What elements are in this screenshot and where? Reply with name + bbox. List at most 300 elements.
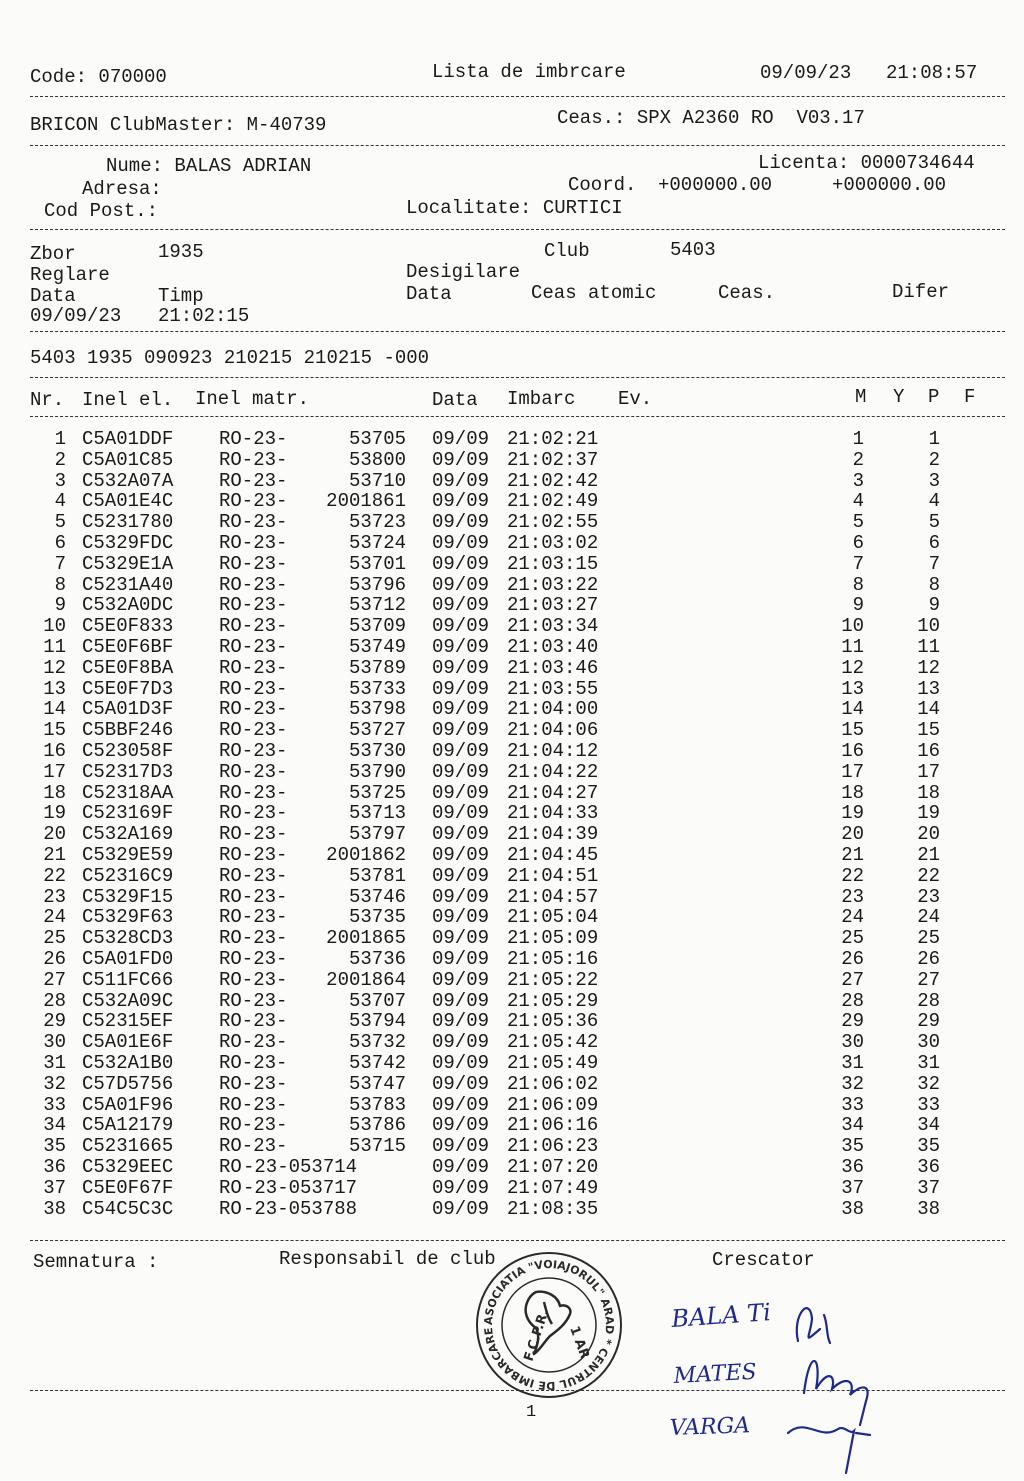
position-p: 2 [928,448,940,471]
electronic-ring: C5231A40 [82,573,174,596]
electronic-ring: C532A07A [82,469,174,492]
boarding-time: 21:03:15 [507,552,599,575]
boarding-time: 21:04:57 [507,885,599,908]
signature-scribble-3 [788,1427,870,1473]
coord-label: Coord. [568,174,637,196]
ring-prefix: RO-23- [219,885,288,908]
boarding-date: 09/09 [432,864,490,887]
electronic-ring: C5A01E4C [82,490,174,513]
table-row [0,658,1024,679]
col-date: Data [432,389,478,411]
ring-number: 53735 [348,906,406,929]
electronic-ring: C54C5C3C [82,1197,174,1220]
position-m: 18 [841,781,864,804]
electronic-ring: C5329F63 [82,906,174,929]
row-number: 7 [54,552,66,575]
table-row [0,616,1024,637]
club-responsible-label: Responsabil de club [279,1248,496,1270]
coord-y: +000000.00 [832,174,947,196]
boarding-time: 21:05:42 [507,1031,599,1054]
ring-prefix: RO-23- [219,615,288,638]
position-m: 36 [841,1156,864,1178]
handwritten-signatures [660,1285,900,1481]
row-number: 29 [43,1010,66,1033]
table-row [0,783,1024,804]
position-p: 30 [917,1031,940,1054]
position-p: 8 [928,573,940,596]
position-p: 14 [917,698,940,721]
electronic-ring: C5A01DDF [82,428,174,450]
position-p: 20 [917,823,940,846]
ring-number: 53701 [348,552,406,575]
row-number: 36 [43,1156,66,1178]
boarding-time: 21:07:49 [507,1176,599,1199]
boarding-time: 21:05:16 [507,948,599,970]
boarding-date: 09/09 [432,1197,490,1220]
boarding-time: 21:05:09 [507,927,599,950]
boarding-time: 21:05:49 [507,1052,599,1074]
electronic-ring: C5E0F7D3 [82,677,174,700]
boarding-time: 21:02:49 [507,490,599,513]
boarding-date: 09/09 [432,823,490,846]
row-number: 6 [54,532,66,554]
position-m: 25 [841,927,864,950]
position-p: 34 [917,1114,940,1137]
table-row [0,762,1024,783]
ring-number: 53794 [348,1010,406,1033]
signature-1: BALA Ti [670,1298,772,1333]
row-number: 35 [43,1135,66,1158]
position-p: 16 [917,740,940,762]
position-p: 26 [917,948,940,970]
position-p: 13 [917,677,940,700]
ring-number: 53707 [348,989,406,1012]
row-number: 37 [43,1176,66,1199]
boarding-time: 21:04:27 [507,781,599,804]
position-p: 1 [928,428,940,450]
ring-number: 53709 [348,615,406,638]
ring-prefix: RO-23- [219,490,288,513]
table-row [0,803,1024,824]
boarding-time: 21:03:27 [507,594,599,617]
ring-number: 53749 [348,636,406,658]
position-p: 17 [917,760,940,783]
boarding-date: 09/09 [432,906,490,929]
ring-prefix: RO-23- [219,1114,288,1137]
table-row [0,512,1024,533]
ring-number: 53724 [348,532,406,554]
boarding-date: 09/09 [432,927,490,950]
row-number: 38 [43,1197,66,1220]
electronic-ring: C5E0F67F [82,1176,174,1199]
col-p: P [928,386,940,408]
position-m: 15 [841,719,864,742]
position-p: 4 [928,490,940,513]
flight-number: 1935 [158,241,204,263]
table-row [0,991,1024,1012]
row-number: 27 [43,968,66,991]
position-p: 33 [917,1093,940,1116]
electronic-ring: C5329E59 [82,844,174,866]
ring-prefix: RO-23- [219,511,288,534]
position-m: 4 [852,490,864,513]
position-p: 25 [917,927,940,950]
ring-prefix: RO-23- [219,906,288,929]
electronic-ring: C532A0DC [82,594,174,617]
ring-prefix: RO-23- [219,1052,288,1074]
position-m: 28 [841,989,864,1012]
time-label: Timp [158,285,204,307]
position-p: 5 [928,511,940,534]
boarding-date: 09/09 [432,573,490,596]
position-m: 22 [841,864,864,887]
table-row [0,1199,1024,1220]
breeder-label: Crescator [712,1249,815,1271]
ring-prefix: RO-23- [219,594,288,617]
ring-number: 53746 [348,885,406,908]
row-number: 11 [43,636,66,658]
boarding-date: 09/09 [432,1052,490,1074]
setting-label: Reglare [30,264,110,286]
position-m: 1 [852,428,864,450]
electronic-ring: C5E0F833 [82,615,174,638]
ring-prefix: RO-23- [219,740,288,762]
ring-number: 53733 [348,677,406,700]
boarding-time: 21:05:36 [507,1010,599,1033]
position-p: 15 [917,719,940,742]
ring-prefix: RO-23- [219,1135,288,1158]
ring-number: 53705 [348,428,406,450]
table-row [0,575,1024,596]
divider [30,145,1005,146]
boarding-time: 21:05:04 [507,906,599,929]
table-row [0,970,1024,991]
table-row [0,491,1024,512]
table-row [0,554,1024,575]
position-p: 7 [928,552,940,575]
position-p: 6 [928,532,940,554]
position-p: 38 [917,1197,940,1220]
table-row [0,1178,1024,1199]
ring-number: 53790 [348,760,406,783]
stamp-side-text: 1 AR [566,1324,592,1361]
row-number: 31 [43,1052,66,1074]
position-m: 35 [841,1135,864,1158]
electronic-ring: C5328CD3 [82,927,174,950]
position-m: 26 [841,948,864,970]
signature-3: VARGA [669,1413,751,1441]
table-row [0,1011,1024,1032]
position-p: 32 [917,1072,940,1095]
club-stamp [474,1250,624,1400]
club-label: Club [544,240,590,262]
electronic-ring: C5329EEC [82,1156,174,1178]
clock-label: Ceas. [718,282,776,304]
table-row [0,533,1024,554]
row-number: 26 [43,948,66,970]
boarding-time: 21:06:16 [507,1114,599,1137]
boarding-date: 09/09 [432,1010,490,1033]
ring-number: 53783 [348,1093,406,1116]
ring-number: 53736 [348,948,406,970]
electronic-ring: C52315EF [82,1010,174,1033]
row-number: 21 [43,844,66,866]
electronic-ring: C5A01D3F [82,698,174,721]
boarding-time: 21:03:22 [507,573,599,596]
boarding-date: 09/09 [432,490,490,513]
table-row [0,720,1024,741]
ring-prefix: RO-23- [219,469,288,492]
boarding-date: 09/09 [432,428,490,450]
atomic-clock-label: Ceas atomic [531,282,657,304]
boarding-date: 09/09 [432,469,490,492]
ring-number: 53789 [348,656,406,679]
boarding-time: 21:08:35 [507,1197,599,1220]
position-p: 27 [917,968,940,991]
col-f: F [964,386,976,408]
ring-number: 53798 [348,698,406,721]
boarding-time: 21:04:45 [507,844,599,866]
row-number: 17 [43,760,66,783]
position-m: 29 [841,1010,864,1033]
unseal-label: Desigilare [406,261,521,283]
boarding-date: 09/09 [432,885,490,908]
print-time: 21:08:57 [886,62,978,84]
row-number: 20 [43,823,66,846]
row-number: 23 [43,885,66,908]
electronic-ring: C532A169 [82,823,174,846]
boarding-date: 09/09 [432,1031,490,1054]
boarding-time: 21:03:46 [507,656,599,679]
ring-prefix: RO [219,1197,242,1220]
electronic-ring: C5329E1A [82,552,174,575]
ring-prefix: RO-23- [219,781,288,804]
electronic-ring: C5E0F6BF [82,636,174,658]
code-label: Code: 070000 [30,66,167,88]
position-m: 34 [841,1114,864,1137]
clubmaster-id: BRICON ClubMaster: M-40739 [30,114,327,136]
position-m: 27 [841,968,864,991]
row-number: 1 [54,428,66,450]
position-m: 9 [852,594,864,617]
electronic-ring: C5A01FD0 [82,948,174,970]
print-date: 09/09/23 [760,62,852,84]
ring-number: 53797 [348,823,406,846]
boarding-date: 09/09 [432,948,490,970]
position-p: 35 [917,1135,940,1158]
boarding-date: 09/09 [432,989,490,1012]
ring-prefix: RO-23- [219,428,288,450]
boarding-date: 09/09 [432,1114,490,1137]
boarding-date: 09/09 [432,636,490,658]
position-m: 33 [841,1093,864,1116]
ring-number: 2001865 [326,927,406,950]
table-row [0,1136,1024,1157]
license-number: Licenta: 0000734644 [758,152,975,174]
table-row [0,1074,1024,1095]
position-m: 8 [852,573,864,596]
stamp-ring-text: ASOCIATIA "VOIAJORUL" ARAD * CENTRUL DE IMBARCARE [481,1257,617,1393]
position-m: 7 [852,552,864,575]
ring-prefix: RO-23- [219,573,288,596]
ring-number: 53786 [348,1114,406,1137]
position-m: 37 [841,1176,864,1199]
locality: Localitate: CURTICI [406,197,623,219]
boarding-date: 09/09 [432,511,490,534]
table-row [0,595,1024,616]
position-m: 38 [841,1197,864,1220]
difference-label: Difer [892,281,950,303]
row-number: 5 [54,511,66,534]
boarding-time: 21:04:51 [507,864,599,887]
electronic-ring: C5E0F8BA [82,656,174,679]
position-m: 11 [841,636,864,658]
boarding-date: 09/09 [432,1156,490,1178]
postal-code-label: Cod Post.: [44,200,159,222]
table-row [0,1032,1024,1053]
boarding-date: 09/09 [432,1072,490,1095]
table-row [0,429,1024,450]
unseal-date-label: Data [406,283,452,305]
address-label: Adresa: [82,178,162,200]
boarding-time: 21:06:02 [507,1072,599,1095]
row-number: 4 [54,490,66,513]
boarding-time: 21:04:00 [507,698,599,721]
ring-prefix: RO-23- [219,1010,288,1033]
position-m: 13 [841,677,864,700]
divider [30,1240,1005,1241]
row-number: 16 [43,740,66,762]
position-p: 37 [917,1176,940,1199]
table-row [0,679,1024,700]
boarding-date: 09/09 [432,1176,490,1199]
position-p: 28 [917,989,940,1012]
ring-prefix: RO-23- [219,802,288,825]
row-number: 19 [43,802,66,825]
page-number: 1 [526,1403,537,1422]
col-nr: Nr. [30,389,65,411]
ring-prefix: RO-23- [219,636,288,658]
signature-2: MATES [673,1359,758,1389]
ring-prefix: RO-23- [219,1093,288,1116]
row-number: 22 [43,864,66,887]
electronic-ring: C5231665 [82,1135,174,1158]
row-number: 24 [43,906,66,929]
table-row [0,741,1024,762]
boarding-date: 09/09 [432,594,490,617]
boarding-date: 09/09 [432,760,490,783]
boarding-time: 21:07:20 [507,1156,599,1178]
summary-code-line: 5403 1935 090923 210215 210215 -000 [30,347,430,369]
boarding-date: 09/09 [432,1093,490,1116]
ring-number: 53710 [348,469,406,492]
boarding-time: 21:03:55 [507,677,599,700]
ring-number: 53725 [348,781,406,804]
electronic-ring: C5A12179 [82,1114,174,1137]
position-p: 29 [917,1010,940,1033]
clock-id: Ceas.: SPX A2360 RO V03.17 [557,107,865,129]
table-row [0,1157,1024,1178]
owner-name: Nume: BALAS ADRIAN [106,155,312,177]
ring-prefix: RO-23- [219,760,288,783]
ring-prefix: RO-23- [219,927,288,950]
position-p: 11 [917,636,940,658]
row-number: 32 [43,1072,66,1095]
boarding-time: 21:05:22 [507,968,599,991]
position-m: 20 [841,823,864,846]
position-p: 9 [928,594,940,617]
col-boarding: Imbarc [507,388,576,410]
position-p: 21 [917,844,940,866]
boarding-time: 21:03:34 [507,615,599,638]
table-row [0,637,1024,658]
ring-number: 53715 [348,1135,406,1158]
position-p: 12 [917,656,940,679]
col-y: Y [893,386,905,408]
position-p: 36 [917,1156,940,1178]
ring-number: 2001862 [326,844,406,866]
setting-date: 09/09/23 [30,305,122,327]
ring-prefix: RO-23- [219,698,288,721]
boarding-date: 09/09 [432,802,490,825]
divider [30,416,1005,417]
boarding-date: 09/09 [432,532,490,554]
position-m: 23 [841,885,864,908]
boarding-time: 21:04:22 [507,760,599,783]
col-matriculation-ring: Inel matr. [195,388,310,410]
ring-number: -23-053714 [243,1156,358,1178]
stamp-center-text: F.C.P.R. [521,1307,553,1364]
table-row [0,1053,1024,1074]
club-number: 5403 [670,239,716,261]
row-number: 28 [43,989,66,1012]
ring-number: 53747 [348,1072,406,1095]
electronic-ring: C52318AA [82,781,174,804]
row-number: 25 [43,927,66,950]
electronic-ring: C57D5756 [82,1072,174,1095]
row-number: 8 [54,573,66,596]
boarding-date: 09/09 [432,698,490,721]
electronic-ring: C5A01F96 [82,1093,174,1116]
boarding-time: 21:06:23 [507,1135,599,1158]
boarding-date: 09/09 [432,448,490,471]
divider [30,229,1005,230]
ring-prefix: RO-23- [219,532,288,554]
coord-x: +000000.00 [658,174,773,196]
electronic-ring: C523058F [82,740,174,762]
table-row [0,949,1024,970]
table-row [0,928,1024,949]
ring-prefix: RO-23- [219,844,288,866]
boarding-date: 09/09 [432,677,490,700]
ring-prefix: RO-23- [219,719,288,742]
position-p: 22 [917,864,940,887]
row-number: 2 [54,448,66,471]
position-p: 19 [917,802,940,825]
ring-prefix: RO-23- [219,948,288,970]
ring-prefix: RO-23- [219,1072,288,1095]
boarding-date: 09/09 [432,740,490,762]
boarding-time: 21:04:06 [507,719,599,742]
electronic-ring: C5329FDC [82,532,174,554]
position-p: 24 [917,906,940,929]
table-row [0,450,1024,471]
ring-number: 53796 [348,573,406,596]
row-number: 18 [43,781,66,804]
electronic-ring: C5A01C85 [82,448,174,471]
table-row [0,907,1024,928]
position-m: 14 [841,698,864,721]
